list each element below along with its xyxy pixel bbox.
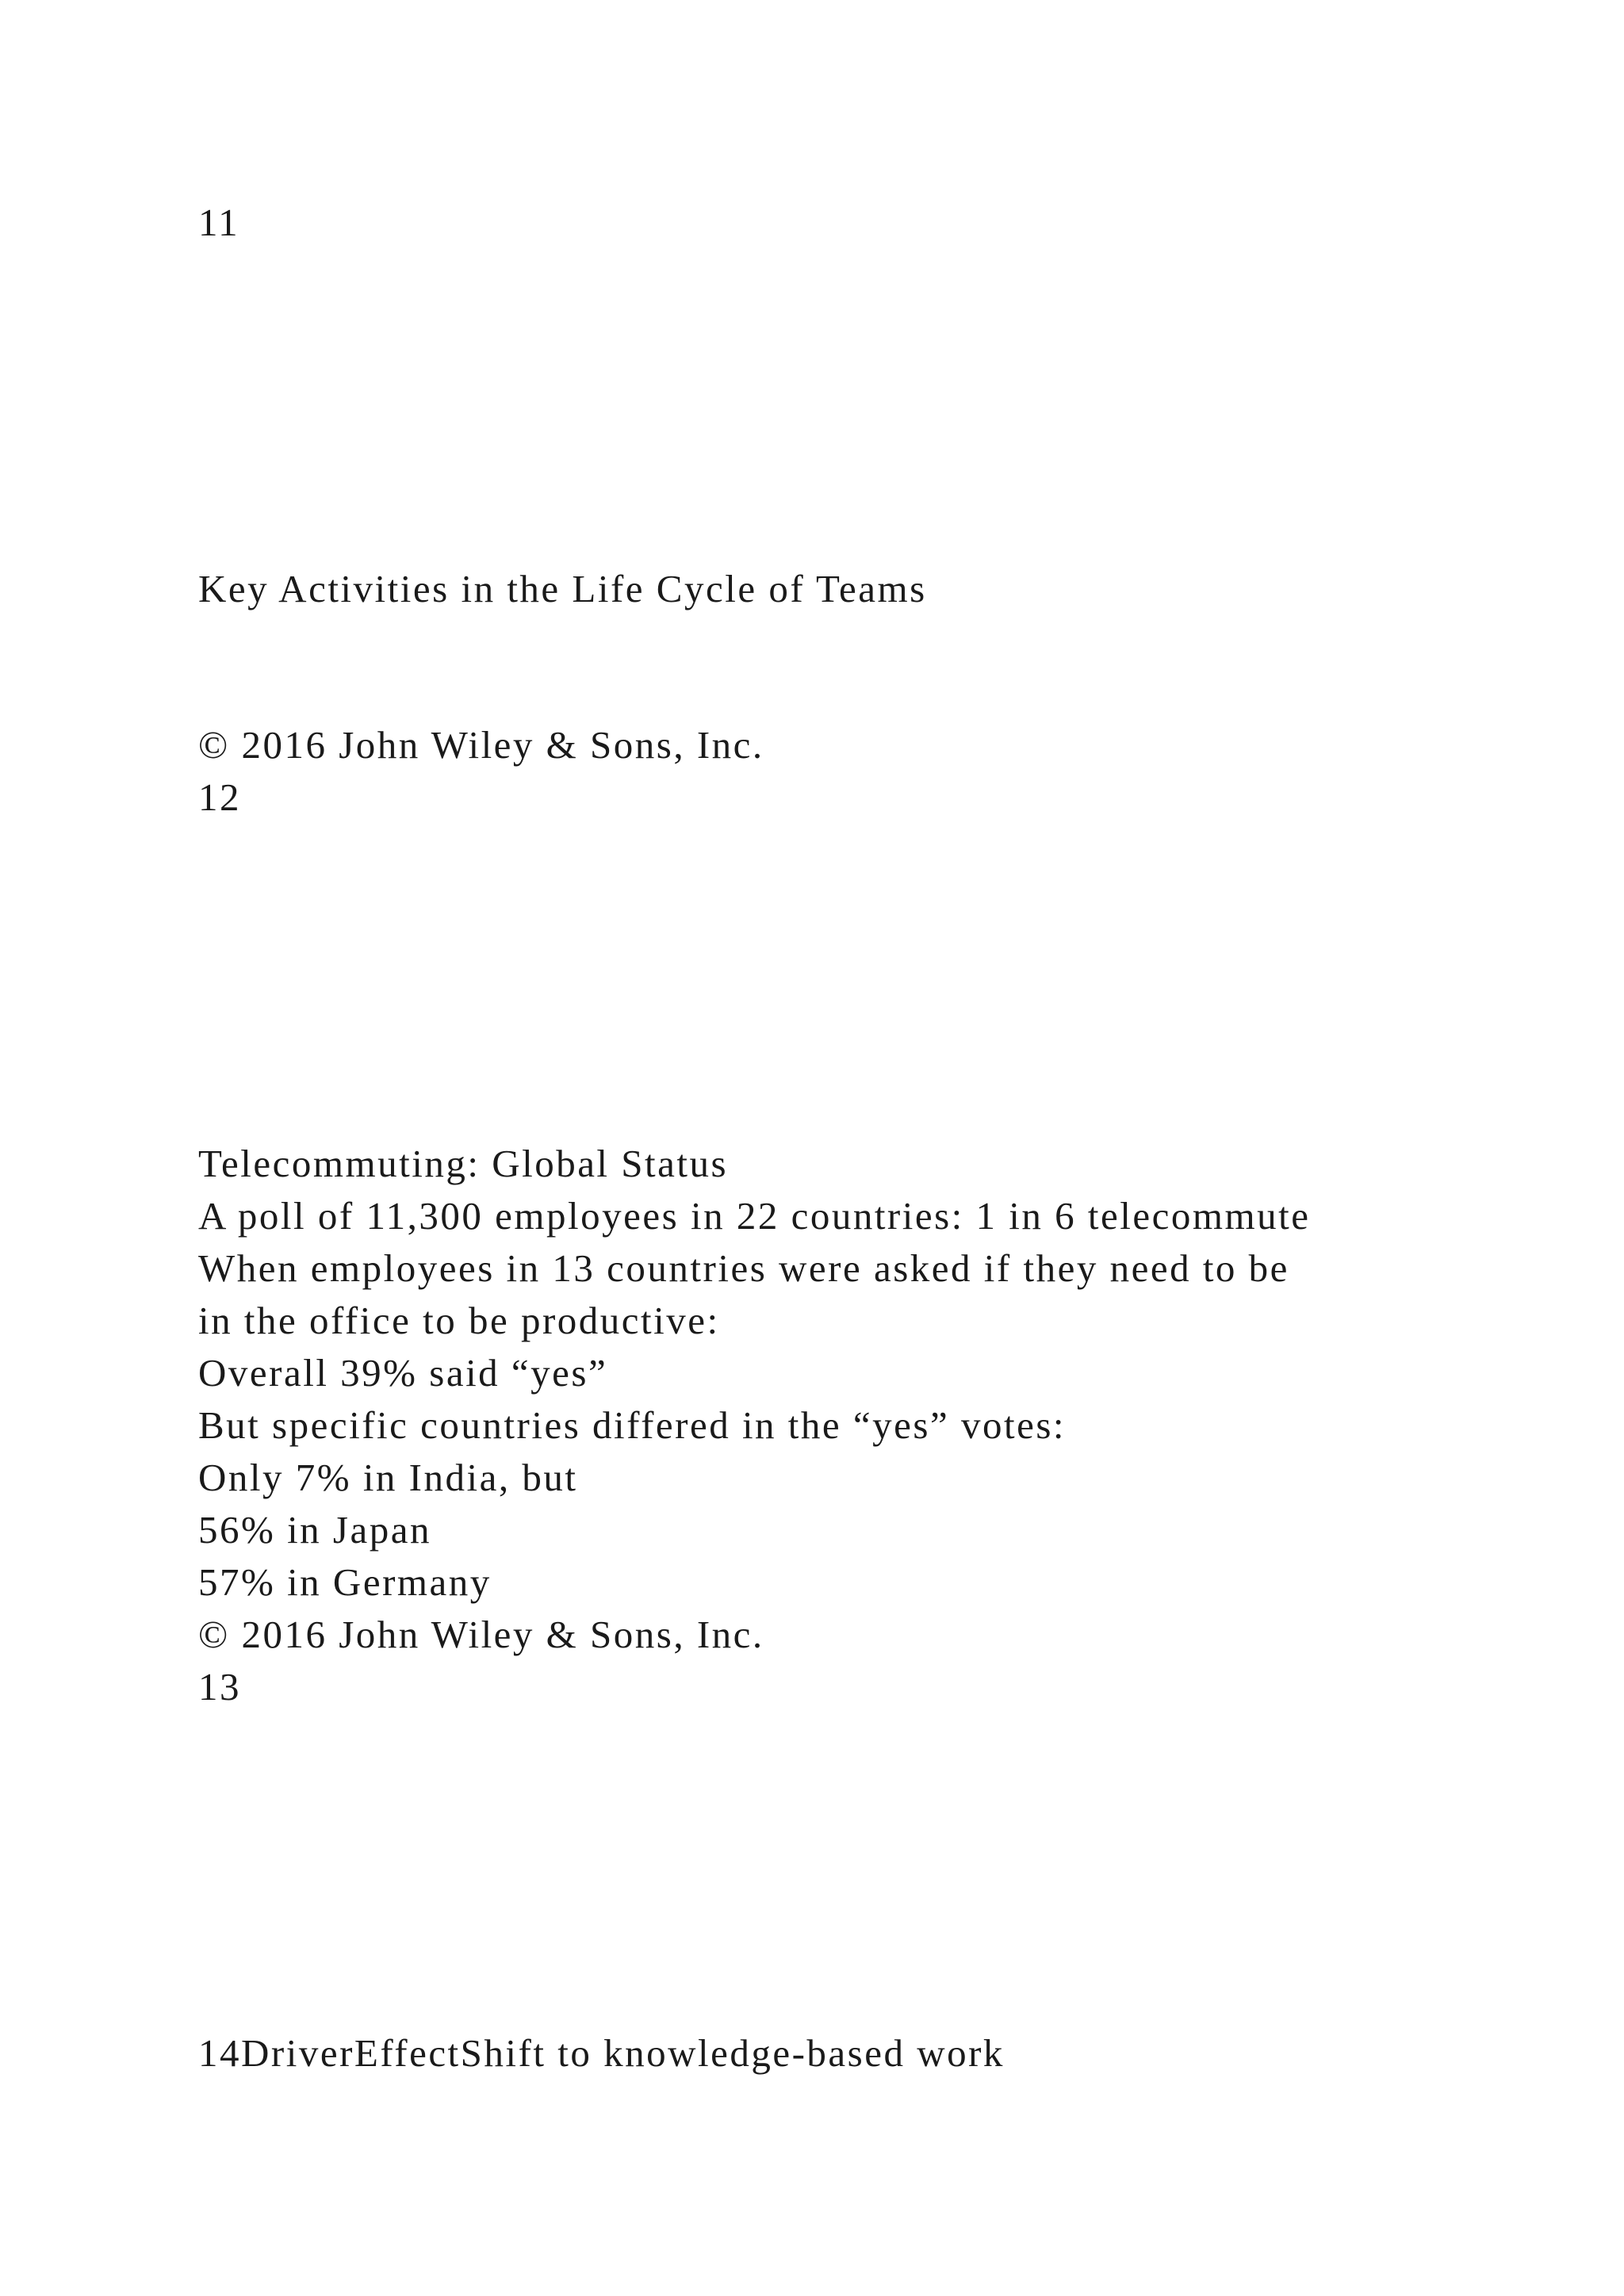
- page-number-11: 11: [198, 201, 240, 244]
- copyright-line: © 2016 John Wiley & Sons, Inc.: [198, 723, 764, 767]
- table-header-line: 14DriverEffectShift to knowledge-based work: [198, 2031, 1005, 2075]
- page-number-12: 12: [198, 775, 241, 819]
- text-line-question: When employees in 13 countries were asked if they need to be: [198, 1246, 1289, 1290]
- text-line-india: Only 7% in India, but: [198, 1456, 578, 1499]
- text-line-japan: 56% in Japan: [198, 1508, 431, 1552]
- text-line-overall: Overall 39% said “yes”: [198, 1351, 608, 1395]
- text-line-germany: 57% in Germany: [198, 1560, 492, 1604]
- slide-title-telecommuting: Telecommuting: Global Status: [198, 1142, 729, 1185]
- slide-title-life-cycle: Key Activities in the Life Cycle of Teams: [198, 567, 927, 610]
- page-number-13: 13: [198, 1665, 241, 1709]
- text-line-question-continued: in the office to be productive:: [198, 1299, 720, 1342]
- copyright-line: © 2016 John Wiley & Sons, Inc.: [198, 1613, 764, 1656]
- text-line-poll: A poll of 11,300 employees in 22 countries: 1 in 6 telecommute: [198, 1194, 1311, 1238]
- text-line-countries-differed: But specific countries differed in the “yes” votes:: [198, 1403, 1067, 1447]
